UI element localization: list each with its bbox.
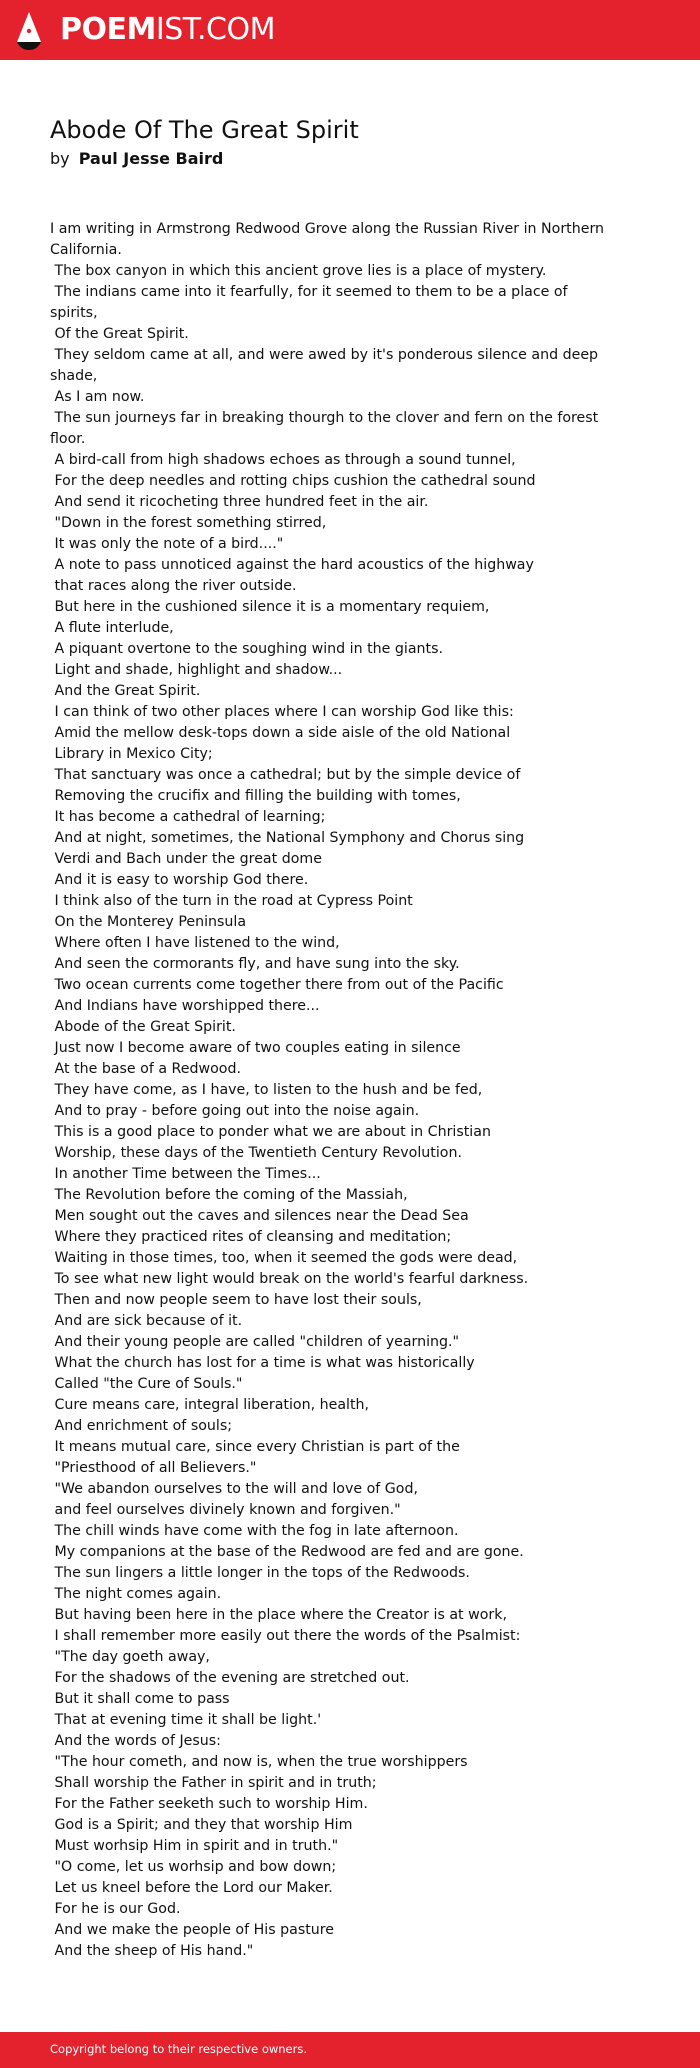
poem-line: They seldom came at all, and were awed by it's ponderous silence and deep shade,: [50, 347, 603, 384]
poem-line: Abode of the Great Spirit.: [50, 1019, 236, 1035]
poem-line: Where they practiced rites of cleansing and meditation;: [50, 1229, 452, 1245]
poem-line: The box canyon in which this ancient grove lies is a place of mystery.: [50, 263, 547, 279]
poem-line: Removing the crucifix and filling the building with tomes,: [50, 788, 461, 804]
poem-line: Called "the Cure of Souls.": [50, 1376, 243, 1392]
poem-line: But having been here in the place where the Creator is at work,: [50, 1607, 507, 1623]
poem-line: Amid the mellow desk-tops down a side aisle of the old National: [50, 725, 511, 741]
poem-line: The indians came into it fearfully, for it seemed to them to be a place of spirits,: [50, 284, 573, 321]
poem-line: "Down in the forest something stirred,: [50, 515, 327, 531]
site-header: [0, 0, 700, 60]
poem-line: The Revolution before the coming of the Massiah,: [50, 1187, 408, 1203]
poem-line: "We abandon ourselves to the will and love of God,: [50, 1481, 418, 1497]
poem-line: The chill winds have come with the fog in late afternoon.: [50, 1523, 459, 1539]
poem-line: As I am now.: [50, 389, 145, 405]
poem-line: "The day goeth away,: [50, 1649, 210, 1665]
poem-line: "O come, let us worhsip and bow down;: [50, 1859, 337, 1875]
poem-line: And to pray - before going out into the noise again.: [50, 1103, 420, 1119]
poem-title: Abode Of The Great Spirit: [50, 116, 359, 144]
poem-line: That at evening time it shall be light.': [50, 1712, 322, 1728]
poem-line: For the deep needles and rotting chips cushion the cathedral sound: [50, 473, 536, 489]
poem-line: "The hour cometh, and now is, when the true worshippers: [50, 1754, 468, 1770]
poem-line: A bird-call from high shadows echoes as through a sound tunnel,: [50, 452, 516, 468]
brand-bold: POEM: [60, 12, 156, 47]
poem-line: They have come, as I have, to listen to the hush and be fed,: [50, 1082, 483, 1098]
poem-line: In another Time between the Times...: [50, 1166, 321, 1182]
poem-line: God is a Spirit; and they that worship Him: [50, 1817, 353, 1833]
poem-line: To see what new light would break on the world's fearful darkness.: [50, 1271, 529, 1287]
poem-line: But it shall come to pass: [50, 1691, 230, 1707]
poem-line: and feel ourselves divinely known and forgiven.": [50, 1502, 401, 1518]
poem-line: At the base of a Redwood.: [50, 1061, 241, 1077]
poem-line: A flute interlude,: [50, 620, 174, 636]
poem-line: And enrichment of souls;: [50, 1418, 232, 1434]
site-footer: [0, 2032, 700, 2068]
poem-line: The sun lingers a little longer in the tops of the Redwoods.: [50, 1565, 470, 1581]
poem-line: Library in Mexico City;: [50, 746, 213, 762]
poem-line: Men sought out the caves and silences near the Dead Sea: [50, 1208, 469, 1224]
poem-line: And we make the people of His pasture: [50, 1922, 335, 1938]
poem-line: Worship, these days of the Twentieth Century Revolution.: [50, 1145, 462, 1161]
poem-line: Waiting in those times, too, when it seemed the gods were dead,: [50, 1250, 518, 1266]
poem-line: I can think of two other places where I can worship God like this:: [50, 704, 514, 720]
poem-line: The night comes again.: [50, 1586, 222, 1602]
poem-line: Light and shade, highlight and shadow...: [50, 662, 343, 678]
site-logo[interactable]: [60, 11, 275, 49]
poem-line: But here in the cushioned silence it is a momentary requiem,: [50, 599, 490, 615]
poem-line: Just now I become aware of two couples eating in silence: [50, 1040, 461, 1056]
by-label: by: [50, 149, 70, 168]
poem-line: On the Monterey Peninsula: [50, 914, 247, 930]
poem-line: A note to pass unnoticed against the hard acoustics of the highway: [50, 557, 534, 573]
poem-line: It was only the note of a bird....": [50, 536, 284, 552]
copyright-notice: Copyright belong to their respective owners.: [50, 2042, 308, 2056]
poem-line: Where often I have listened to the wind,: [50, 935, 340, 951]
poem-line: "Priesthood of all Believers.": [50, 1460, 257, 1476]
poem-line: And the sheep of His hand.": [50, 1943, 254, 1959]
poem-line: And it is easy to worship God there.: [50, 872, 309, 888]
poem-line: Of the Great Spirit.: [50, 326, 189, 342]
poem-line: Cure means care, integral liberation, health,: [50, 1397, 370, 1413]
byline: [50, 148, 223, 170]
poem-line: It means mutual care, since every Christian is part of the: [50, 1439, 460, 1455]
poem-line: For he is our God.: [50, 1901, 181, 1917]
poem-line: The sun journeys far in breaking thourgh to the clover and fern on the forest floor.: [50, 410, 603, 447]
poem-line: And their young people are called "children of yearning.": [50, 1334, 460, 1350]
poem-line: Let us kneel before the Lord our Maker.: [50, 1880, 333, 1896]
poem-line: I shall remember more easily out there the words of the Psalmist:: [50, 1628, 521, 1644]
poem-line: It has become a cathedral of learning;: [50, 809, 326, 825]
poem-line: Shall worship the Father in spirit and in truth;: [50, 1775, 377, 1791]
poem-line: Must worhsip Him in spirit and in truth.": [50, 1838, 339, 1854]
author-link[interactable]: Paul Jesse Baird: [78, 149, 224, 168]
poem-line: This is a good place to ponder what we are about in Christian: [50, 1124, 491, 1140]
poem-line: My companions at the base of the Redwood are fed and are gone.: [50, 1544, 524, 1560]
poem-line: And seen the cormorants fly, and have sung into the sky.: [50, 956, 460, 972]
ink-pen-nib-icon[interactable]: [16, 11, 42, 51]
poem-line: I am writing in Armstrong Redwood Grove along the Russian River in Northern California.: [50, 221, 609, 258]
poem-line: I think also of the turn in the road at Cypress Point: [50, 893, 413, 909]
poem-body: [50, 219, 610, 1962]
poem-line: Verdi and Bach under the great dome: [50, 851, 322, 867]
poem-line: Then and now people seem to have lost their souls,: [50, 1292, 422, 1308]
poem-line: For the Father seeketh such to worship Him.: [50, 1796, 368, 1812]
poem-line: That sanctuary was once a cathedral; but by the simple device of: [50, 767, 521, 783]
poem-line: And at night, sometimes, the National Symphony and Chorus sing: [50, 830, 525, 846]
poem-line: And the words of Jesus:: [50, 1733, 221, 1749]
brand-light: IST.COM: [155, 12, 275, 47]
poem-line: And the Great Spirit.: [50, 683, 201, 699]
poem-line: that races along the river outside.: [50, 578, 297, 594]
poem-line: What the church has lost for a time is what was historically: [50, 1355, 475, 1371]
poem-line: Two ocean currents come together there from out of the Pacific: [50, 977, 504, 993]
poem-line: A piquant overtone to the soughing wind in the giants.: [50, 641, 443, 657]
poem-line: And are sick because of it.: [50, 1313, 243, 1329]
poem-line: For the shadows of the evening are stretched out.: [50, 1670, 410, 1686]
poem-line: And Indians have worshipped there...: [50, 998, 320, 1014]
poem-line: And send it ricocheting three hundred feet in the air.: [50, 494, 429, 510]
